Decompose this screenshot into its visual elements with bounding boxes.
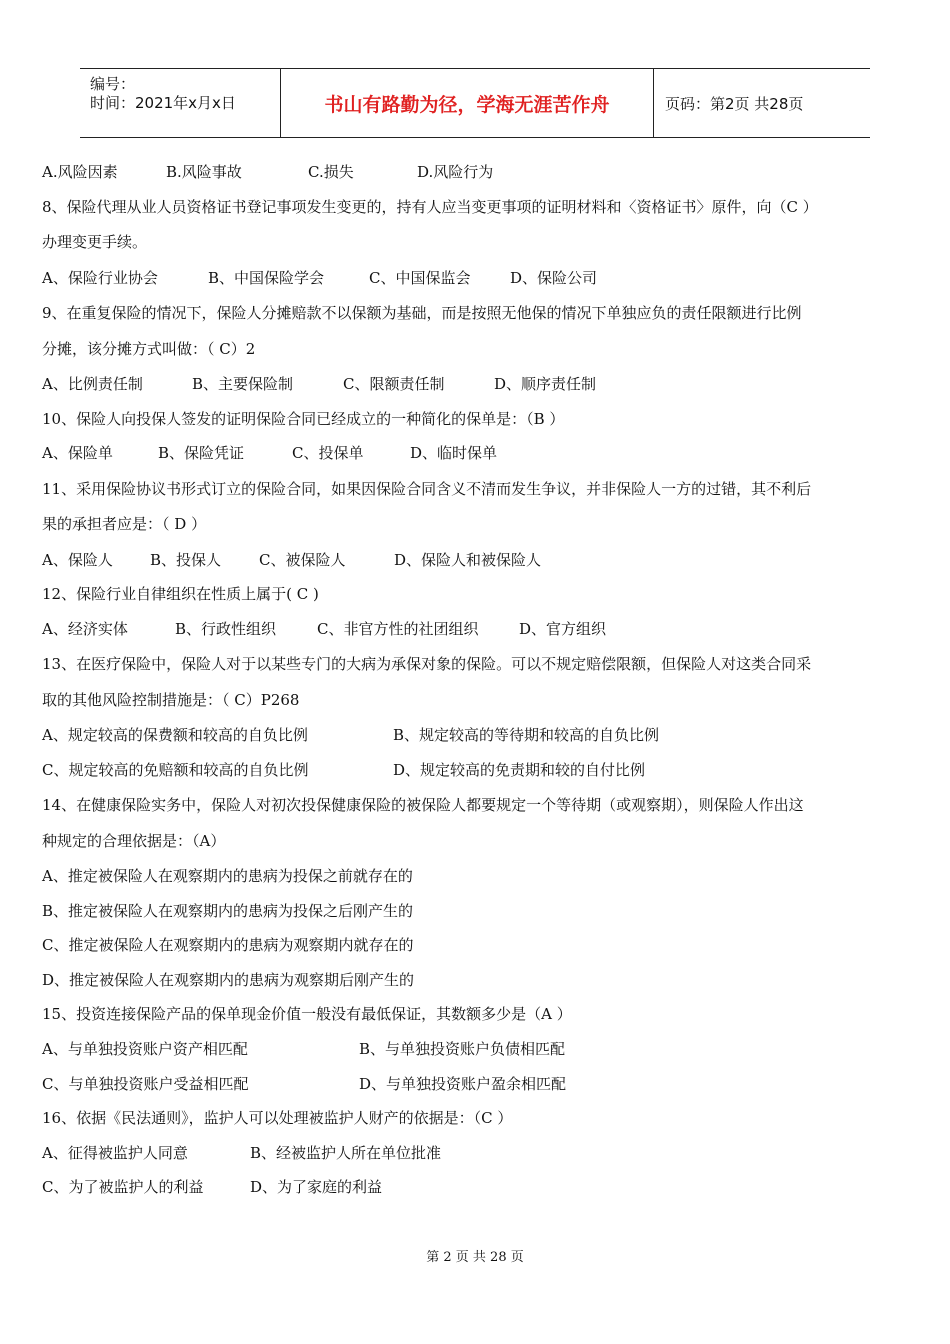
page-footer: 第 2 页 共 28 页 <box>426 1250 524 1265</box>
q10-stem-line1: 10、保险人向投保人签发的证明保险合同已经成立的一种简化的保单是：（B ） <box>42 410 565 428</box>
q15-option-b: B、与单独投资账户负债相匹配 <box>359 1040 566 1058</box>
q13-option-b: B、规定较高的等待期和较高的自负比例 <box>393 726 660 744</box>
q15-option-c: C、与单独投资账户受益相匹配 <box>42 1075 249 1093</box>
q8-stem-line2: 办理变更手续。 <box>42 233 148 251</box>
q15-option-a: A、与单独投资账户资产相匹配 <box>42 1040 248 1058</box>
q14-option-b: B、推定被保险人在观察期内的患病为投保之后刚产生的 <box>42 902 414 920</box>
q9-option-d: D、顺序责任制 <box>494 375 597 393</box>
q7-option-d: D.风险行为 <box>417 163 494 181</box>
q14-option-a: A、推定被保险人在观察期内的患病为投保之前就存在的 <box>42 867 413 885</box>
q7-option-b: B.风险事故 <box>166 163 242 181</box>
q8-stem-line1: 8、保险代理从业人员资格证书登记事项发生变更的，持有人应当变更事项的证明材料和〈资格证书〉原件，向（C ） <box>42 198 818 216</box>
q11-option-a: A、保险人 <box>42 551 113 569</box>
q13-option-d: D、规定较高的免责期和较的自付比例 <box>393 761 646 779</box>
q8-option-b: B、中国保险学会 <box>208 269 325 287</box>
q11-option-c: C、被保险人 <box>259 551 346 569</box>
q14-option-c: C、推定被保险人在观察期内的患病为观察期内就存在的 <box>42 936 414 954</box>
q7-option-c: C.损失 <box>308 163 354 181</box>
q13-stem-line2: 取的其他风险控制措施是：（ C）P268 <box>42 691 300 709</box>
q16-option-a: A、征得被监护人同意 <box>42 1144 188 1162</box>
q8-option-d: D、保险公司 <box>510 269 598 287</box>
q12-option-d: D、官方组织 <box>519 620 607 638</box>
q10-option-d: D、临时保单 <box>410 444 498 462</box>
q11-stem-line2: 果的承担者应是：（ D ） <box>42 515 207 533</box>
q10-option-c: C、投保单 <box>292 444 364 462</box>
q9-option-c: C、限额责任制 <box>343 375 445 393</box>
q16-option-b: B、经被监护人所在单位批准 <box>250 1144 442 1162</box>
q7-option-a: A.风险因素 <box>42 163 118 181</box>
q14-stem-line1: 14、在健康保险实务中，保险人对初次投保健康保险的被保险人都要规定一个等待期（或观察期），则保险人作出这 <box>42 796 804 814</box>
number-label: 编号： <box>90 75 136 93</box>
q9-stem-line1: 9、在重复保险的情况下，保险人分摊赔款不以保额为基础，而是按照无他保的情况下单独应负的责任限额进行比例 <box>42 304 802 322</box>
q10-option-b: B、保险凭证 <box>158 444 245 462</box>
q10-option-a: A、保险单 <box>42 444 113 462</box>
q9-stem-line2: 分摊，该分摊方式叫做：（ C）2 <box>42 340 256 358</box>
page-header <box>80 68 870 138</box>
q11-stem-line1: 11、采用保险协议书形式订立的保险合同，如果因保险合同含义不清而发生争议，并非保险人一方的过错，其不利后 <box>42 480 812 498</box>
header-page-code: 页码：第2页 共28页 <box>665 94 804 113</box>
time-label: 时间：2021年x月x日 <box>90 94 236 112</box>
q13-stem-line1: 13、在医疗保险中，保险人对于以某些专门的大病为承保对象的保险。可以不规定赔偿限额，但保险人对这类合同采 <box>42 655 812 673</box>
q11-option-b: B、投保人 <box>150 551 222 569</box>
q12-option-c: C、非官方性的社团组织 <box>317 620 479 638</box>
q11-option-d: D、保险人和被保险人 <box>394 551 542 569</box>
header-meta <box>80 69 281 137</box>
q15-stem-line1: 15、投资连接保险产品的保单现金价值一般没有最低保证，其数额多少是（A ） <box>42 1005 572 1023</box>
q9-option-a: A、比例责任制 <box>42 375 143 393</box>
q8-option-c: C、中国保监会 <box>369 269 471 287</box>
q13-option-a: A、规定较高的保费额和较高的自负比例 <box>42 726 308 744</box>
q9-option-b: B、主要保险制 <box>192 375 294 393</box>
q13-option-c: C、规定较高的免赔额和较高的自负比例 <box>42 761 309 779</box>
q16-option-d: D、为了家庭的利益 <box>250 1178 383 1196</box>
q16-stem-line1: 16、依据《民法通则》，监护人可以处理被监护人财产的依据是：（C ） <box>42 1109 513 1127</box>
header-motto: 书山有路勤为径，学海无涯苦作舟 <box>281 69 654 137</box>
q14-option-d: D、推定被保险人在观察期内的患病为观察期后刚产生的 <box>42 971 415 989</box>
q8-option-a: A、保险行业协会 <box>42 269 158 287</box>
q15-option-d: D、与单独投资账户盈余相匹配 <box>359 1075 567 1093</box>
q12-option-b: B、行政性组织 <box>175 620 277 638</box>
q12-stem-line1: 12、保险行业自律组织在性质上属于( C ) <box>42 585 319 603</box>
q12-option-a: A、经济实体 <box>42 620 128 638</box>
q16-option-c: C、为了被监护人的利益 <box>42 1178 204 1196</box>
q14-stem-line2: 种规定的合理依据是：（A） <box>42 832 226 850</box>
